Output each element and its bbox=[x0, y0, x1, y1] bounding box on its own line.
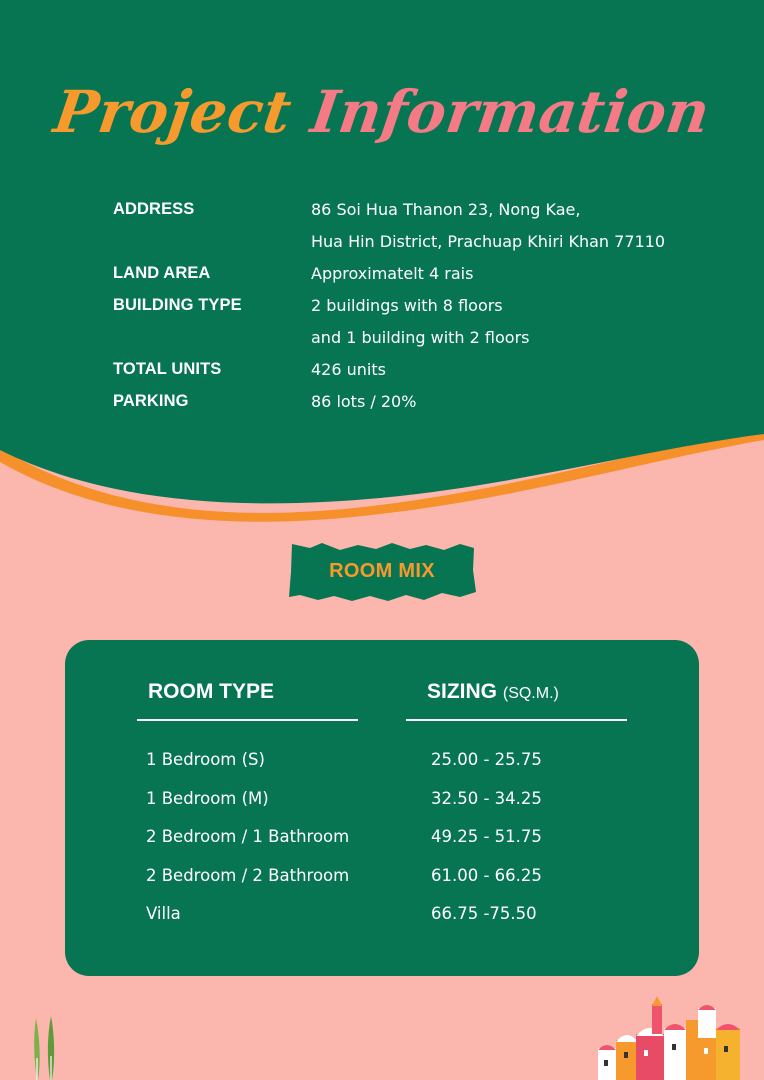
info-value-land-area: Approximatelt 4 rais bbox=[311, 264, 474, 283]
sizing-cell: 49.25 - 51.75 bbox=[431, 827, 542, 846]
info-value-parking: 86 lots / 20% bbox=[311, 392, 417, 411]
room-type-cell: Villa bbox=[146, 904, 181, 923]
title-word-project: Project bbox=[49, 78, 296, 146]
info-value-address-line1: 86 Soi Hua Thanon 23, Nong Kae, bbox=[311, 200, 581, 219]
info-label-total-units: TOTAL UNITS bbox=[113, 360, 222, 378]
room-type-cell: 2 Bedroom / 2 Bathroom bbox=[146, 866, 350, 885]
houses-decoration bbox=[598, 996, 740, 1080]
info-label-address: ADDRESS bbox=[113, 200, 195, 218]
plant-decoration bbox=[34, 1016, 54, 1080]
sizing-cell: 66.75 -75.50 bbox=[431, 904, 537, 923]
title-word-information: Information bbox=[306, 78, 715, 146]
info-label-land-area: LAND AREA bbox=[113, 264, 211, 282]
sizing-cell: 25.00 - 25.75 bbox=[431, 750, 542, 769]
info-value-address-line2: Hua Hin District, Prachuap Khiri Khan 77110 bbox=[311, 232, 666, 251]
info-value-total-units: 426 units bbox=[311, 360, 386, 379]
column-header-room-type: ROOM TYPE bbox=[148, 680, 275, 703]
room-type-cell: 1 Bedroom (M) bbox=[146, 789, 269, 808]
info-label-parking: PARKING bbox=[113, 392, 189, 410]
room-type-cell: 2 Bedroom / 1 Bathroom bbox=[146, 827, 350, 846]
info-label-building-type: BUILDING TYPE bbox=[113, 296, 242, 314]
column-header-sizing-label: SIZING bbox=[427, 680, 498, 703]
sizing-cell: 61.00 - 66.25 bbox=[431, 866, 542, 885]
sizing-cell: 32.50 - 34.25 bbox=[431, 789, 542, 808]
room-type-divider bbox=[137, 719, 358, 721]
page-title bbox=[0, 78, 764, 146]
room-type-cell: 1 Bedroom (S) bbox=[146, 750, 265, 769]
room-mix-heading: ROOM MIX bbox=[329, 560, 435, 582]
info-value-building-type-line1: 2 buildings with 8 floors bbox=[311, 296, 503, 315]
green-header-wave bbox=[0, 0, 764, 503]
column-header-sizing bbox=[427, 680, 559, 704]
info-value-building-type-line2: and 1 building with 2 floors bbox=[311, 328, 530, 347]
column-header-sizing-unit: (SQ.M.) bbox=[502, 685, 559, 702]
sizing-divider bbox=[406, 719, 627, 721]
